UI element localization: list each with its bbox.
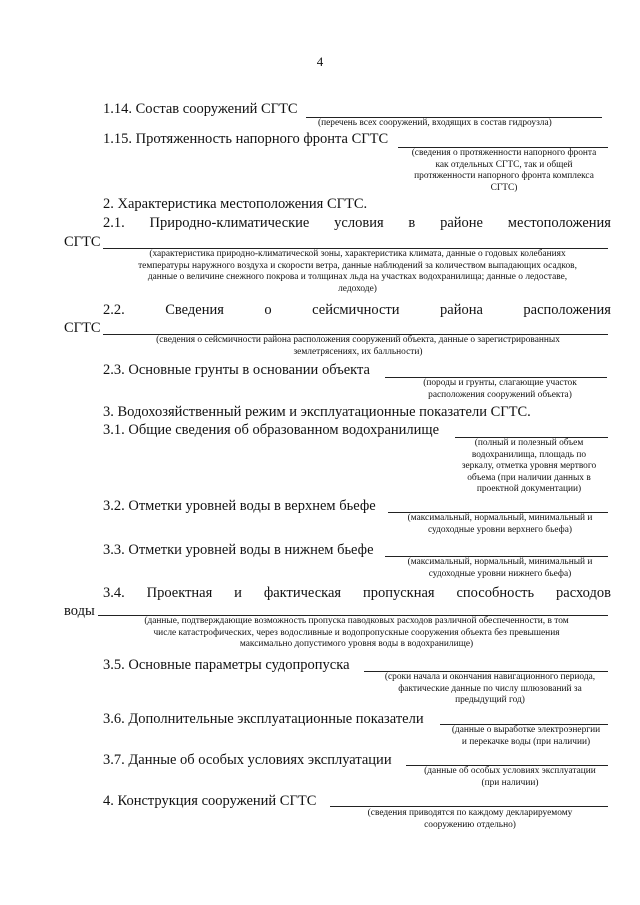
section-3-7-note: (данные об особых условиях эксплуатации (при наличии) — [424, 766, 596, 788]
section-3-2-title: 3.2. Отметки уровней воды в верхнем бьефе — [103, 498, 376, 514]
section-3-6-note: (данные о выработке электроэнергии и перекачке воды (при наличии) — [451, 725, 601, 747]
section-1-15-note: (сведения о протяженности напорного фронта как отдельных СГТС, так и общей протяженности напорного фронта комплекса СГТС) — [411, 148, 597, 193]
section-3-4-title: 3.4. Проектная и фактическая пропускная способность расходов — [103, 585, 611, 601]
section-2-1-note: (характеристика природно-климатической зоны, характеристика климата, данные о годовых колебаниях температуры наружного воздуха и скорости ветра, данные наблюдений за количеством выпадающих осадков, данные о величине снежного покрова и толщинах льда на участках водохранилища; данные о ледоставе, ледоходе) — [138, 249, 577, 294]
section-3-title: 3. Водохозяйственный режим и эксплуатационные показатели СГТС. — [103, 404, 531, 420]
fill-line — [330, 806, 608, 807]
page-number: 4 — [316, 54, 324, 69]
section-3-3-title: 3.3. Отметки уровней воды в нижнем бьефе — [103, 542, 374, 558]
section-4-note: (сведения приводятся по каждому декларируемому сооружению отдельно) — [367, 808, 573, 830]
section-3-4-note: (данные, подтверждающие возможность пропуска паводковых расходов различной обеспеченности, в том числе катастрофических, через водосливные и водопропускные сооружения объекта без превышения максимально допустимого уровня воды в водохранилище) — [144, 616, 569, 649]
section-1-14-title: 1.14. Состав сооружений СГТС — [103, 101, 298, 117]
section-1-14-note: (перечень всех сооружений, входящих в состав гидроузла) — [318, 118, 552, 128]
section-3-6-title: 3.6. Дополнительные эксплуатационные показатели — [103, 711, 424, 727]
section-4-title: 4. Конструкция сооружений СГТС — [103, 793, 317, 809]
section-2-3-note: (породы и грунты, слагающие участок расположения сооружений объекта) — [423, 378, 577, 400]
section-2-1-title: 2.1. Природно-климатические условия в районе местоположения — [103, 215, 611, 231]
section-2-2-cont: СГТС — [64, 320, 101, 336]
section-3-5-title: 3.5. Основные параметры судопропуска — [103, 657, 350, 673]
section-3-1-title: 3.1. Общие сведения об образованном водохранилище — [103, 422, 440, 438]
section-2-2-title: 2.2. Сведения о сейсмичности района расположения — [103, 302, 611, 318]
section-2-title: 2. Характеристика местоположения СГТС. — [103, 196, 368, 212]
section-2-1-cont: СГТС — [64, 234, 101, 250]
section-2-2-note: (сведения о сейсмичности района расположения сооружений объекта, данные о зарегистрированных землетрясениях, их балльности) — [156, 335, 560, 357]
section-1-15-title: 1.15. Протяженность напорного фронта СГТС — [103, 131, 389, 147]
section-3-2-note: (максимальный, нормальный, минимальный и судоходные уровни верхнего бьефа) — [407, 513, 593, 535]
section-3-7-title: 3.7. Данные об особых условиях эксплуатации — [103, 752, 392, 768]
section-3-4-cont: воды — [64, 603, 95, 619]
section-3-5-note: (сроки начала и окончания навигационного периода, фактические данные по числу шлюзований за предыдущий год) — [384, 672, 596, 705]
section-3-1-note: (полный и полезный объем водохранилища, площадь по зеркалу, отметка уровня мертвого объема (при наличии данных в проектной документации) — [461, 438, 597, 494]
section-2-3-title: 2.3. Основные грунты в основании объекта — [103, 362, 370, 378]
section-3-3-note: (максимальный, нормальный, минимальный и судоходные уровни нижнего бьефа) — [407, 557, 593, 579]
